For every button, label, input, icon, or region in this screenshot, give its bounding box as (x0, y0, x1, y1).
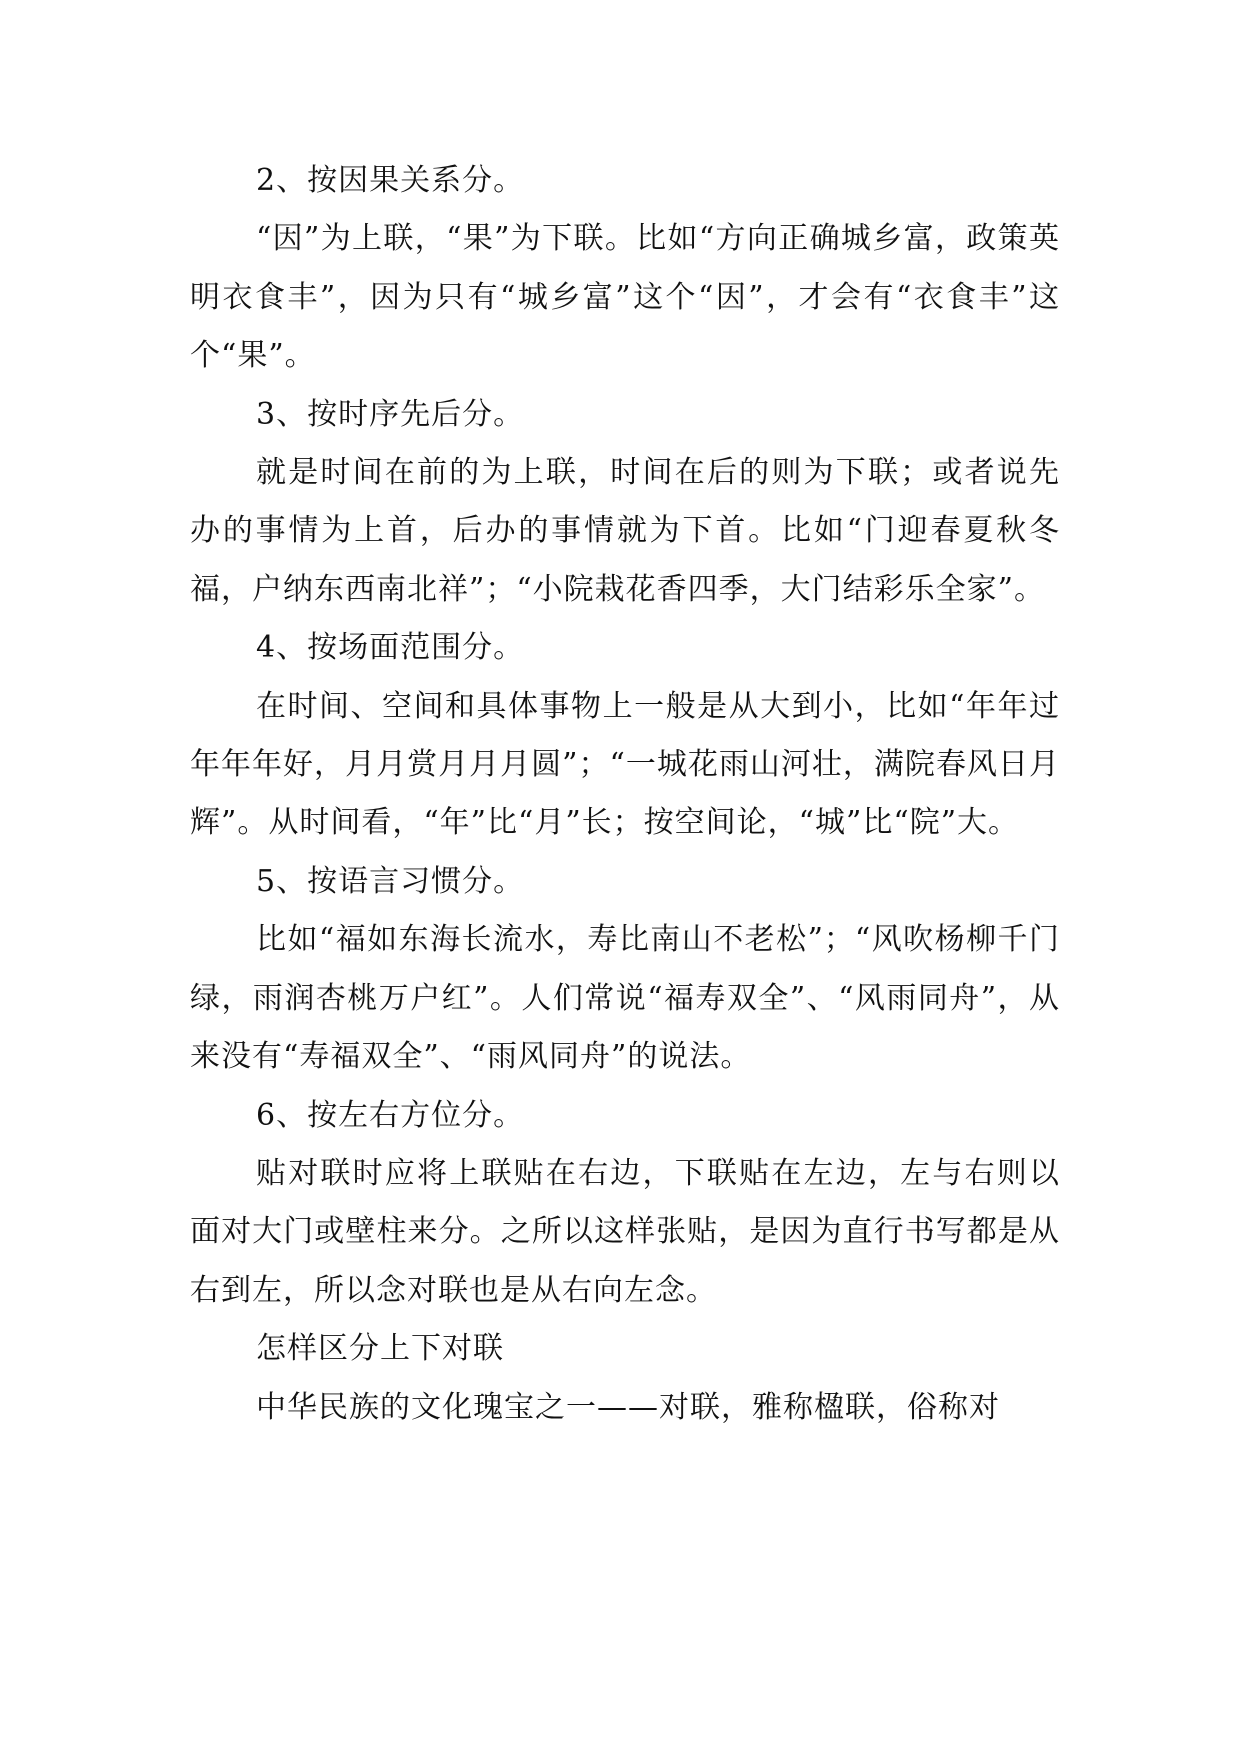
paragraph-left-right: 贴对联时应将上联贴在右边，下联贴在左边，左与右则以面对大门或壁柱来分。之所以这样张贴，是因为直行书写都是从右到左，所以念对联也是从右向左念。 (190, 1155, 1060, 1308)
heading-language-habit: 5、按语言习惯分。 (256, 863, 525, 899)
paragraph-intro: 中华民族的文化瑰宝之一——对联，雅称楹联，俗称对 (256, 1389, 1000, 1425)
heading-left-right: 6、按左右方位分。 (256, 1097, 525, 1133)
heading-scene-scope: 4、按场面范围分。 (256, 630, 525, 666)
paragraph-time-order: 就是时间在前的为上联，时间在后的则为下联；或者说先办的事情为上首，后办的事情就为下首。比如“门迎春夏秋冬福，户纳东西南北祥”；“小院栽花香四季，大门结彩乐全家”。 (190, 455, 1060, 607)
heading-cause-effect: 2、按因果关系分。 (256, 163, 525, 198)
body-text (190, 152, 1060, 1437)
paragraph-language-habit: 比如“福如东海长流水，寿比南山不老松”；“风吹杨柳千门绿，雨润杏桃万户红”。人们常说“福寿双全”、“风雨同舟”，从来没有“寿福双全”、“雨风同舟”的说法。 (190, 922, 1060, 1075)
paragraph-cause-effect: “因”为上联，“果”为下联。比如“方向正确城乡富，政策英明衣食丰”，因为只有“城乡富”这个“因”，才会有“衣食丰”这个“果”。 (190, 221, 1060, 374)
heading-time-order: 3、按时序先后分。 (256, 396, 525, 432)
paragraph-scene-scope: 在时间、空间和具体事物上一般是从大到小，比如“年年过年年年好，月月赏月月月圆”；“一城花雨山河壮，满院春风日月辉”。从时间看，“年”比“月”长；按空间论，“城”比“院”大。 (190, 688, 1060, 841)
section-title: 怎样区分上下对联 (256, 1331, 504, 1367)
